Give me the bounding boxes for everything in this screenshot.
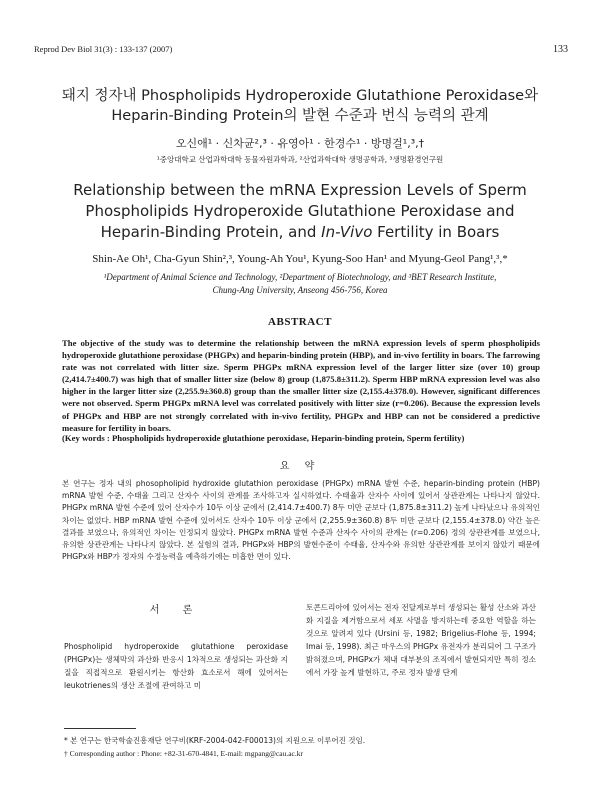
english-title-line-3 bbox=[40, 222, 560, 243]
english-affiliation-line-2: Chung-Ang University, Anseong 456-756, Korea bbox=[212, 285, 388, 295]
footnote-corresponding-author: † Corresponding author : Phone: +82-31-670-4841, E-mail: mgpang@cau.ac.kr bbox=[64, 749, 304, 758]
introduction-text-left: Phospholipid hydroperoxide glutathione peroxidase (PHGPx)는 생체막의 과산화 반응시 1차적으로 생성되는 과산화 지질을 직접적으로 환원시키는 항산화 효소로서 해에 있어서는 leukotrienes의 생산 조절에 관여하고 미 bbox=[64, 642, 288, 690]
footnotes bbox=[64, 734, 540, 760]
footnote-divider bbox=[64, 728, 136, 729]
korean-affiliations: ¹중앙대학교 산업과학대학 동물자원과학과, ²산업과학대학 생명공학과, ³생명환경연구원 bbox=[156, 155, 444, 164]
english-title-line-2: Phospholipids Hydroperoxide Glutathione Peroxidase and bbox=[85, 202, 515, 220]
korean-authors: 오신애¹ · 신차균²,³ · 유영아¹ · 한경수¹ · 방명걸¹,³,† bbox=[175, 137, 425, 150]
introduction-text-right: 토콘드리아에 있어서는 전자 전달계로부터 생성되는 활성 산소와 과산화 지질을 제거함으로서 세포 사멸을 방지하는데 중요한 역할을 하는 것으로 알려져 있다 (Ursini 등, 1982; Brigelius-Flohe 등, 1994; Imai 등, 1998). 최근 마우스의 PHGPx 유전자가 분리되어 그 구조가 밝혀졌으며, PHGPx가 체내 대부분의 조직에서 발현되지만 특히 정소에서 가장 높게 발현하고, 주로 정자 발생 단계 bbox=[306, 603, 536, 677]
abstract-text: The objective of the study was to determine the relationship between the mRNA expression levels of sperm phospholipids hydroperoxide glutathione peroxidase (PHGPx) and heparin-binding protein (HBP), and in-vivo fertility in boars. The farrowing rate was not correlated with litter size. Sperm PHGPx mRNA expression level of the larger litter size (over 10) group (2,414.7±400.7) was high that of smaller litter size (below 8) group (1,875.8±311.2). Sperm HBP mRNA expression level was also higher in the larger litter size (2,255.9±360.8) group than the smaller litter size (2,155.4±378.0). However, significant differences were not observed. Sperm PHGPx mRNA level was correlated positively with litter size (r=0.206). Because the expression levels of PHGPx and HBP are not strongly correlated with in-vivo fertility, PHGPx and HBP can not be considered a predictive measure for fertility in boars. bbox=[62, 338, 540, 433]
right-column bbox=[306, 601, 536, 679]
footnote-funding: * 본 연구는 한국학술진흥재단 연구비(KRF-2004-042-F00013)의 지원으로 이루어진 것임. bbox=[64, 736, 366, 745]
english-affiliations bbox=[60, 271, 540, 297]
korean-title-line-2: Heparin-Binding Protein의 발현 수준과 번식 능력의 관계 bbox=[111, 108, 489, 124]
korean-abstract-heading: 요 약 bbox=[279, 461, 321, 472]
abstract-heading: ABSTRACT bbox=[268, 316, 332, 328]
korean-abstract-text: 본 연구는 정자 내의 phosopholipid hydroxide glutathion peroxidase (PHGPx) mRNA 발현 수준, heparin-binding protein (HBP) mRNA 발현 수준, 수태율 그리고 산자수 사이의 관계를 조사하고자 실시하였다. 수태율과 산자수 사이에 있어서 상관관계는 나타나지 않았다. PHGPx mRNA 발현 수준에 있어 산자수가 10두 이상 군에서 (2,414.7±400.7) 8두 미만 군보다 (1,875.8±311.2) 높게 나타났으나 유의적인 차이는 없었다. HBP mRNA 발현 수준에 있어서도 산자수 10두 이상 군에서 (2,255.9±360.8) 8두 미만 군보다 (2,155.4±378.0) 약간 높은 결과를 보였으나, 유의적인 차이는 인정되지 않았다. PHGPx mRNA 발현 수준과 산자수 사이의 관계는 (r=0.206) 정의 상관관계를 보였으나, 유의한 상관관계는 나타나지 않았다. 본 실험의 결과, PHGPx와 HBP의 발현수준이 수태율, 산자수와 유의한 상관관계를 보이지 않았기 때문에 PHGPx와 HBP가 정자의 수정능력을 예측하기에는 미흡한 면이 있다. bbox=[62, 479, 540, 562]
title-italic-fragment: In-Vivo bbox=[321, 223, 373, 241]
english-affiliation-line-1: ¹Department of Animal Science and Technology, ²Department of Biotechnology, and ³BET Research Institute, bbox=[103, 272, 497, 282]
title-fragment: Heparin-Binding Protein, and bbox=[100, 223, 322, 241]
english-title bbox=[40, 180, 560, 243]
page-number: 133 bbox=[553, 44, 568, 55]
introduction-heading: 서 론 bbox=[149, 605, 203, 616]
english-title-line-1: Relationship between the mRNA Expression Levels of Sperm bbox=[73, 181, 527, 199]
english-authors: Shin-Ae Oh¹, Cha-Gyun Shin²,³, Young-Ah You¹, Kyung-Soo Han¹ and Myung-Geol Pang¹,³,* bbox=[92, 253, 508, 265]
title-fragment: Fertility in Boars bbox=[372, 223, 500, 241]
left-column bbox=[64, 601, 288, 692]
keywords: (Key words : Phospholipids hydroperoxide glutathione peroxidase, Heparin-binding protein, Sperm fertility) bbox=[62, 433, 465, 443]
korean-title bbox=[30, 86, 570, 126]
journal-citation: Reprod Dev Biol 31(3) : 133-137 (2007) bbox=[34, 44, 173, 54]
korean-title-line-1: 돼지 정자내 Phospholipids Hydroperoxide Glutathione Peroxidase와 bbox=[61, 88, 539, 104]
running-header bbox=[34, 44, 568, 58]
